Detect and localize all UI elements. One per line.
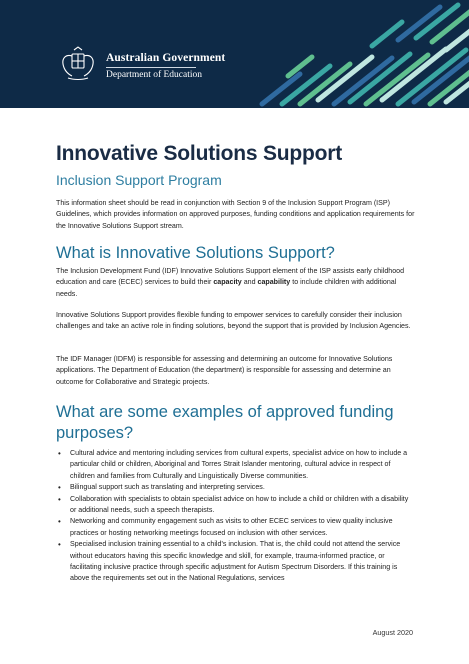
list-item: • Bilingual support such as translating and interpreting services. <box>56 482 416 493</box>
p1-text-start: The Inclusion Development Fund (IDF) Innovative Solutions Support element of the ISP assists early childhood education and care (ECEC) services to build their <box>56 267 405 287</box>
department-name: Department of Education <box>106 70 203 80</box>
header-banner <box>0 0 469 108</box>
list-item: • Cultural advice and mentoring including services from cultural experts, specialist advice on how to include a particular child or children, Aboriginal and Torres Strait Islander mentoring, cultural advice in respect of children and families from Culturally and Linguistically Diverse communities. <box>56 448 416 482</box>
footer-date: August 2020 <box>372 628 413 637</box>
list-item: • Networking and community engagement such as visits to other ECEC services to view quality inclusive practices or hosting networking meetings focused on inclusion with other services. <box>56 516 416 539</box>
section-heading-examples: What are some examples of approved funding purposes? <box>56 403 394 442</box>
list-item: • Collaboration with specialists to obtain specialist advice on how to include a child or children with a disability or additional needs, such a speech therapists. <box>56 494 416 517</box>
p1-bold-capacity: capacity <box>213 278 242 287</box>
intro-paragraph: This information sheet should be read in conjunction with Section 9 of the Inclusion Support Program (ISP) Guidelines, which provides information on approved purposes, funding conditions and application requirements for the Innovative Solutions Support stream. <box>56 199 415 230</box>
page-title: Innovative Solutions Support <box>56 142 343 165</box>
p1-text-mid: and <box>241 278 258 287</box>
section-heading-what-is: What is Innovative Solutions Support? <box>56 244 335 262</box>
government-name: Australian Government <box>106 52 226 64</box>
section1-paragraph-2: Innovative Solutions Support provides flexible funding to empower services to carefully consider their inclusion challenges and take an active role in finding solutions, beyond the support that is provided by Inclusion Agencies. <box>56 311 411 331</box>
p1-text-end: to include children with additional needs. <box>56 278 397 298</box>
examples-list <box>56 448 416 585</box>
list-item: • Specialised inclusion training essential to a child’s inclusion. That is, the child could not attend the service without educators having this specific knowledge and skill, for example, trauma-informed practice, or facilitating inclusive practice through specific adjustment for Autism Spectrum Disorders. If this training is above the requirements set out in the National Regulations, services <box>56 539 416 585</box>
section1-paragraph-3: The IDF Manager (IDFM) is responsible for assessing and determining an outcome for Innovative Solutions applications. The Department of Education (the department) is responsible for assessing and determine an outcome for Collaborative and Strategic projects. <box>56 355 393 386</box>
header-divider <box>106 67 196 68</box>
section1-paragraph-1 <box>56 266 418 300</box>
coat-of-arms-icon <box>58 46 98 82</box>
page-subtitle: Inclusion Support Program <box>56 172 222 188</box>
p1-bold-capability: capability <box>257 278 291 287</box>
